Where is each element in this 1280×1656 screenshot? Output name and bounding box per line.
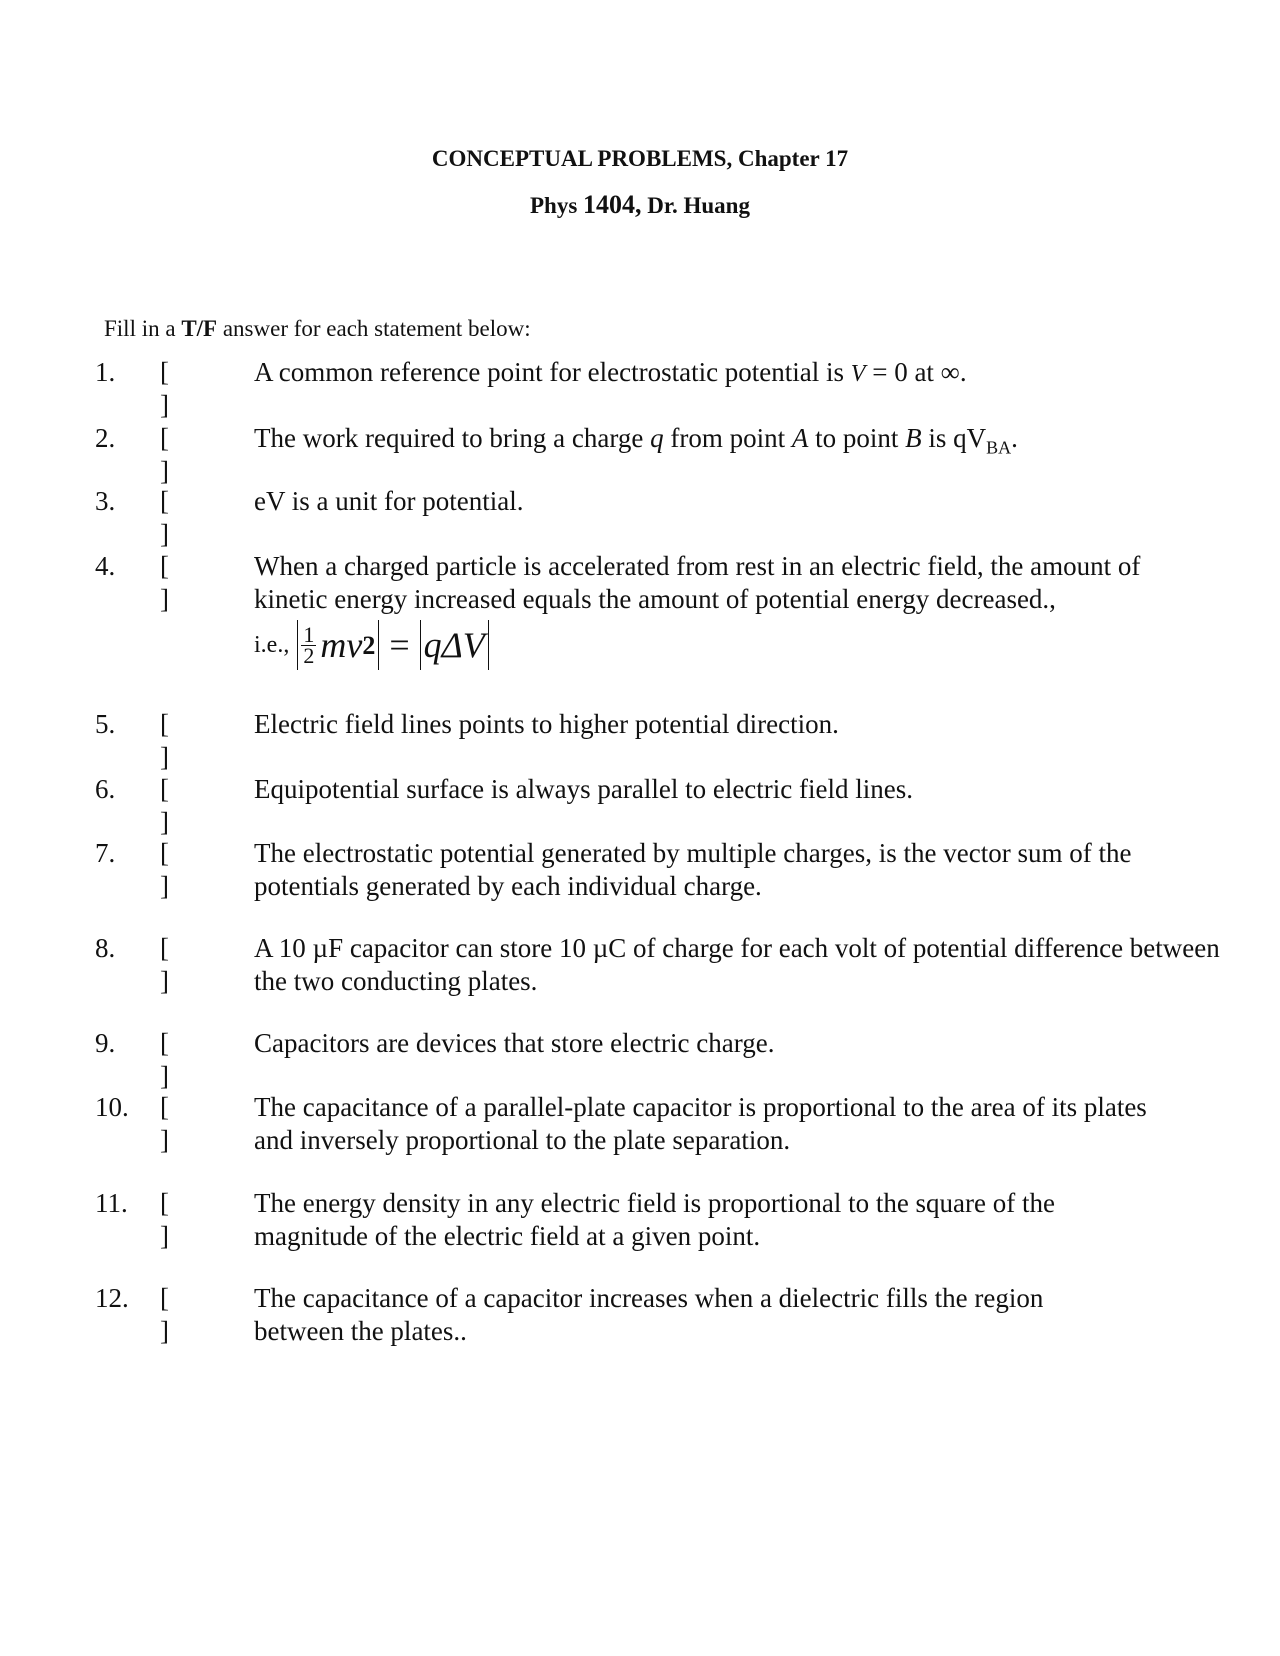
question-statement: The work required to bring a charge q from point A to point B is $qV_{BA}$. [254, 423, 1018, 458]
answer-bracket[interactable]: [ ] [160, 1188, 169, 1251]
course-line [0, 190, 1280, 220]
question-number: 10. [95, 1092, 129, 1122]
document-title: CONCEPTUAL PROBLEMS, Chapter 17 [431, 146, 849, 171]
question-statement: A 10 µF capacitor can store 10 µC of charge for each volt of potential difference between the two conducting plates. [254, 933, 1220, 996]
question-number: 8. [95, 933, 116, 963]
question-number: 4. [95, 551, 116, 581]
question-statement: Equipotential surface is always parallel to electric field lines. [254, 774, 913, 804]
formula-rhs: qΔV [420, 620, 489, 670]
equals-sign: = [389, 624, 410, 665]
answer-bracket[interactable]: [ ] [160, 933, 169, 996]
question-statement: The capacitance of a parallel-plate capacitor is proportional to the area of its plates and inversely proportional to the plate separation. [254, 1092, 1147, 1155]
answer-bracket[interactable]: [ ] [160, 357, 169, 420]
answer-bracket[interactable]: [ ] [160, 709, 169, 772]
instructions-tf: T/F [181, 316, 218, 341]
question-statement [254, 550, 1214, 670]
answer-bracket[interactable]: [ ] [160, 1028, 169, 1091]
question-statement: A common reference point for electrostatic potential is V = 0 at ∞. [254, 357, 967, 387]
answer-bracket[interactable]: [ ] [160, 551, 169, 614]
kinetic-energy-formula [254, 620, 1214, 670]
answer-bracket[interactable]: [ ] [160, 774, 169, 837]
question-number: 7. [95, 838, 116, 868]
answer-bracket[interactable]: [ ] [160, 1283, 169, 1346]
question-number: 5. [95, 709, 116, 739]
question-number: 9. [95, 1028, 116, 1058]
answer-bracket[interactable]: [ ] [160, 486, 169, 549]
answer-bracket[interactable]: [ ] [160, 838, 169, 901]
question-statement: eV is a unit for potential. [254, 486, 524, 516]
ie-label: i.e., [254, 631, 290, 658]
question-number: 11. [95, 1188, 128, 1218]
answer-bracket[interactable]: [ ] [160, 423, 169, 486]
answer-bracket[interactable]: [ ] [160, 1092, 169, 1155]
course-prefix: Phys [530, 193, 578, 218]
question-statement: Capacitors are devices that store electric charge. [254, 1028, 775, 1058]
question-number: 3. [95, 486, 116, 516]
course-number: 1404, [583, 190, 642, 219]
question-number: 2. [95, 423, 116, 453]
question-number: 1. [95, 357, 116, 387]
question-statement: The capacitance of a capacitor increases when a dielectric fills the region between the plates.. [254, 1283, 1044, 1346]
question-number: 6. [95, 774, 116, 804]
instructions-after: answer for each statement below: [222, 316, 531, 341]
question-statement: The energy density in any electric field is proportional to the square of the magnitude of the electric field at a given point. [254, 1188, 1055, 1251]
statement-text: When a charged particle is accelerated from rest in an electric field, the amount of kinetic energy increased equals the amount of potential energy decreased., [254, 551, 1141, 614]
formula-lhs: $\frac{1}{2}$ mv 2 [297, 620, 379, 670]
question-statement: Electric field lines points to higher potential direction. [254, 709, 839, 739]
instructor-name: Dr. Huang [647, 193, 750, 218]
question-number: 12. [95, 1283, 129, 1313]
question-statement: The electrostatic potential generated by multiple charges, is the vector sum of the potentials generated by each individual charge. [254, 838, 1132, 901]
instructions [104, 316, 531, 342]
instructions-before: Fill in a [104, 316, 176, 341]
